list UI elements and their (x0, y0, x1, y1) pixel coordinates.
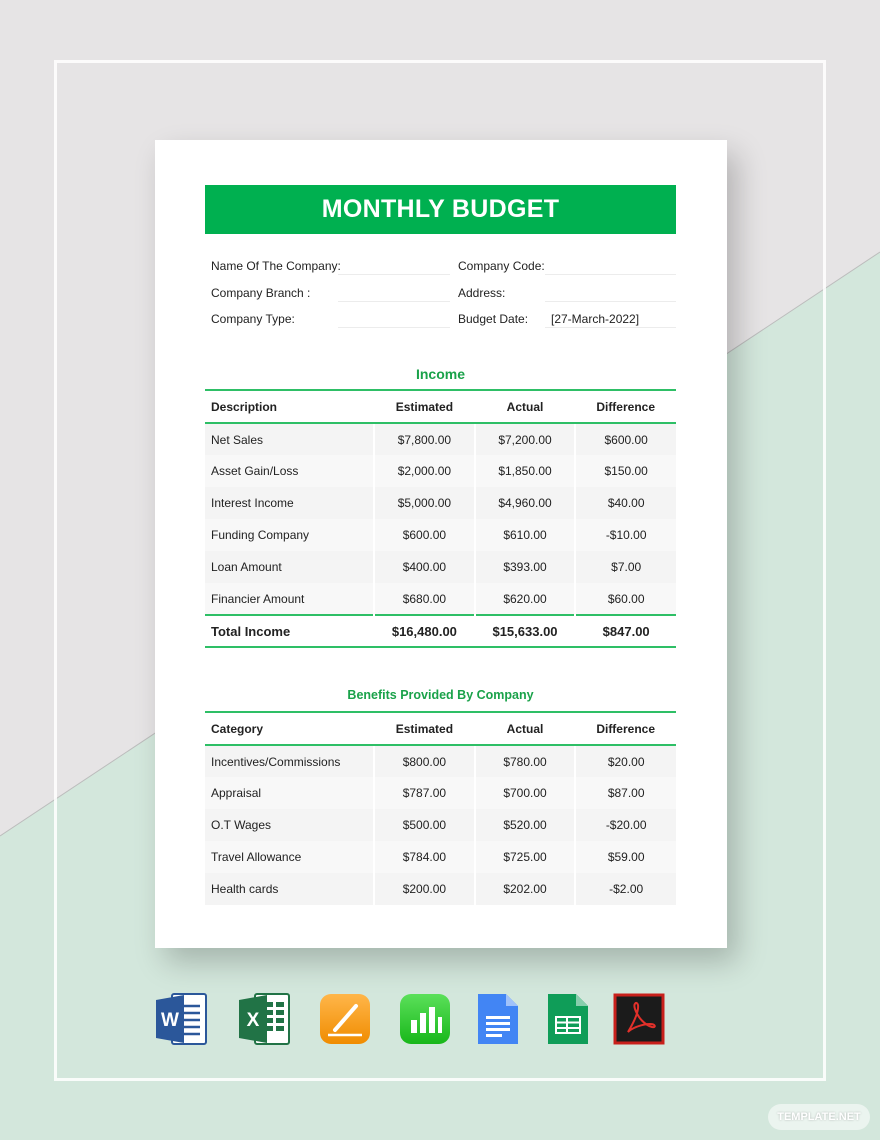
table-cell: $784.00 (374, 841, 475, 873)
company-branch-label: Company Branch : (211, 285, 311, 300)
table-cell: $20.00 (575, 745, 676, 777)
column-header: Estimated (374, 712, 475, 745)
table-row (205, 583, 676, 615)
table-cell: $5,000.00 (374, 487, 475, 519)
table-cell: Net Sales (205, 423, 374, 455)
table-cell: $4,960.00 (475, 487, 576, 519)
table-cell: Travel Allowance (205, 841, 374, 873)
document-title: MONTHLY BUDGET (205, 185, 676, 234)
total-label: Total Income (205, 615, 374, 647)
table-cell: $620.00 (475, 583, 576, 615)
column-header: Actual (475, 712, 576, 745)
table-cell: -$10.00 (575, 519, 676, 551)
table-row (205, 551, 676, 583)
table-cell: -$2.00 (575, 873, 676, 905)
field-underline (545, 274, 676, 275)
table-cell: $7.00 (575, 551, 676, 583)
table-cell: $200.00 (374, 873, 475, 905)
table-cell: $7,200.00 (475, 423, 576, 455)
benefits-section-title: Benefits Provided By Company (347, 688, 534, 702)
table-header-row (205, 712, 676, 745)
income-table (205, 389, 676, 648)
format-icons (0, 992, 880, 1046)
table-cell: $400.00 (374, 551, 475, 583)
column-header: Description (205, 390, 374, 423)
excel-icon[interactable] (237, 992, 291, 1046)
table-cell: $7,800.00 (374, 423, 475, 455)
benefits-table (205, 711, 676, 905)
field-underline (545, 327, 676, 328)
info-row (205, 307, 676, 334)
table-row (205, 519, 676, 551)
table-cell: Health cards (205, 873, 374, 905)
google-docs-icon[interactable] (470, 992, 524, 1046)
total-cell: $16,480.00 (374, 615, 475, 647)
document-page (155, 140, 727, 948)
income-section-title: Income (415, 366, 465, 382)
numbers-icon[interactable] (398, 992, 452, 1046)
table-cell: $600.00 (374, 519, 475, 551)
field-underline (545, 301, 676, 302)
table-row (205, 455, 676, 487)
watermark-badge: TEMPLATE.NET (768, 1104, 870, 1130)
table-cell: Interest Income (205, 487, 374, 519)
table-cell: -$20.00 (575, 809, 676, 841)
table-cell: Incentives/Commissions (205, 745, 374, 777)
table-cell: $787.00 (374, 777, 475, 809)
table-row (205, 487, 676, 519)
table-row (205, 873, 676, 905)
field-underline (338, 327, 450, 328)
company-type-label: Company Type: (211, 312, 295, 326)
table-row (205, 423, 676, 455)
table-cell: $40.00 (575, 487, 676, 519)
table-row (205, 745, 676, 777)
info-row (205, 254, 676, 281)
total-cell: $15,633.00 (475, 615, 576, 647)
budget-date-value[interactable]: [27-March-2022] (551, 312, 640, 326)
table-cell: $1,850.00 (475, 455, 576, 487)
address-label: Address: (458, 285, 506, 300)
table-cell: $393.00 (475, 551, 576, 583)
info-row (205, 281, 676, 308)
table-row (205, 841, 676, 873)
column-header: Difference (575, 712, 676, 745)
table-cell: $500.00 (374, 809, 475, 841)
table-cell: $800.00 (374, 745, 475, 777)
table-cell: $2,000.00 (374, 455, 475, 487)
table-cell: $600.00 (575, 423, 676, 455)
table-cell: $680.00 (374, 583, 475, 615)
column-header: Estimated (374, 390, 475, 423)
company-name-label: Name Of The Company: (211, 259, 341, 273)
table-cell: $60.00 (575, 583, 676, 615)
company-code-label: Company Code: (458, 259, 545, 273)
table-cell: $520.00 (475, 809, 576, 841)
pdf-icon[interactable] (612, 992, 666, 1046)
table-cell: Loan Amount (205, 551, 374, 583)
field-underline (338, 274, 450, 275)
company-info (205, 254, 676, 334)
column-header: Actual (475, 390, 576, 423)
total-row (205, 615, 676, 647)
budget-date-label: Budget Date: (458, 312, 529, 326)
table-cell: $202.00 (475, 873, 576, 905)
word-icon[interactable] (154, 992, 208, 1046)
table-cell: $59.00 (575, 841, 676, 873)
word-icon-letter: W (161, 1010, 179, 1031)
table-cell: $700.00 (475, 777, 576, 809)
table-row (205, 809, 676, 841)
table-cell: $87.00 (575, 777, 676, 809)
table-cell: Appraisal (205, 777, 374, 809)
table-row (205, 777, 676, 809)
table-header-row (205, 390, 676, 423)
field-underline (338, 301, 450, 302)
table-cell: $725.00 (475, 841, 576, 873)
table-cell: Financier Amount (205, 583, 374, 615)
table-cell: $610.00 (475, 519, 576, 551)
column-header: Category (205, 712, 374, 745)
table-cell: Funding Company (205, 519, 374, 551)
table-cell: O.T Wages (205, 809, 374, 841)
table-cell: $780.00 (475, 745, 576, 777)
total-cell: $847.00 (575, 615, 676, 647)
table-cell: $150.00 (575, 455, 676, 487)
google-sheets-icon[interactable] (540, 992, 594, 1046)
excel-icon-letter: X (246, 1010, 260, 1031)
table-cell: Asset Gain/Loss (205, 455, 374, 487)
pages-icon[interactable] (318, 992, 372, 1046)
column-header: Difference (575, 390, 676, 423)
